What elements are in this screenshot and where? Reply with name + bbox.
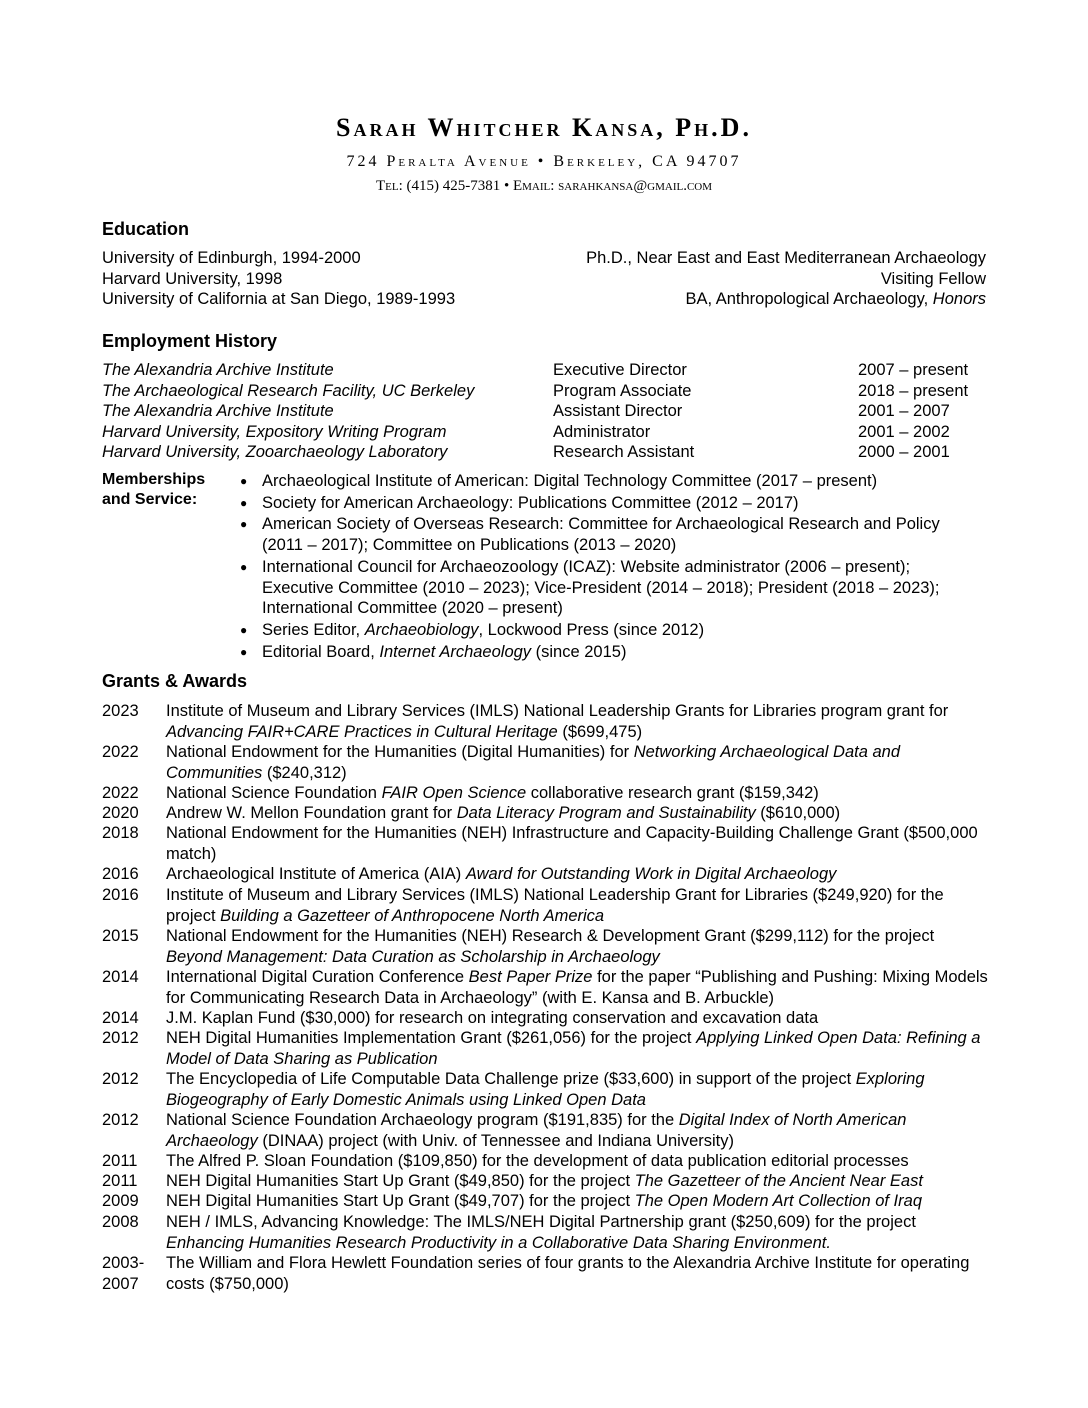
employment-row: [102, 442, 982, 463]
grant-item: [102, 742, 990, 783]
grant-year: 2020: [102, 804, 139, 822]
bullet-icon: ●: [240, 517, 248, 532]
bullet-icon: ●: [240, 622, 248, 637]
grant-year: 2022: [102, 784, 139, 802]
grant-year: 2014: [102, 968, 139, 986]
employment-org: The Alexandria Archive Institute: [102, 402, 334, 420]
education-school: Harvard University, 1998: [102, 269, 283, 288]
memberships-list: [238, 471, 978, 663]
grant-text: National Endowment for the Humanities (NEH) Research & Development Grant ($299,112) for the project Beyond Management: Data Curation as Scholarship in Archaeology: [166, 927, 935, 966]
grant-text: The Encyclopedia of Life Computable Data Challenge prize ($33,600) in support of the project Exploring Biogeography of Early Domestic Animals using Linked Open Data: [166, 1070, 925, 1109]
employment-dates: 2018 – present: [858, 381, 969, 400]
employment-heading: Employment History: [102, 331, 278, 351]
employment-org: The Archaeological Research Facility, UC Berkeley: [102, 381, 475, 400]
grant-text: Andrew W. Mellon Foundation grant for Data Literacy Program and Sustainability ($610,000): [166, 804, 841, 822]
bullet-icon: ●: [240, 495, 248, 510]
grant-text: J.M. Kaplan Fund ($30,000) for research on integrating conservation and excavation data: [166, 1009, 819, 1027]
grant-item: [102, 823, 990, 864]
grant-item: [102, 1212, 990, 1253]
education-degree: BA, Anthropological Archaeology, Honors: [685, 290, 986, 308]
grant-year: 2003- 2007: [102, 1254, 145, 1293]
grant-item: [102, 885, 990, 926]
grant-year: 2011: [102, 1152, 138, 1170]
grant-item: [102, 1171, 990, 1192]
education-school: University of Edinburgh, 1994-2000: [102, 249, 361, 267]
employment-dates: 2001 – 2007: [858, 402, 950, 420]
grant-text: National Science Foundation Archaeology program ($191,835) for the Digital Index of North American Archaeology (DINAA) project (with Univ. of Tennessee and Indiana University): [166, 1111, 907, 1150]
education-degree: Visiting Fellow: [880, 269, 986, 288]
bullet-icon: ●: [240, 474, 248, 488]
grant-item: [102, 1110, 990, 1151]
grant-text: NEH Digital Humanities Start Up Grant ($49,707) for the project The Open Modern Art Collection of Iraq: [166, 1192, 922, 1210]
cv-name: Sarah Whitcher Kansa, Ph.D.: [336, 113, 752, 142]
grant-item: [102, 1191, 990, 1212]
education-school: University of California at San Diego, 1989-1993: [102, 290, 456, 308]
membership-item: ● International Council for Archaeozoology (ICAZ): Website administrator (2006 – present); Executive Committee (2010 – 2023); Vice-President (2014 – 2018); President (2018 – 2023); International Committee (2020 – present): [240, 557, 940, 618]
grant-text: National Endowment for the Humanities (NEH) Infrastructure and Capacity-Building Challenge Grant ($500,000 match): [166, 824, 978, 863]
grant-text: Institute of Museum and Library Services (IMLS) National Leadership Grant for Libraries ($249,920) for the project Building a Gazetteer of Anthropocene North America: [166, 886, 944, 925]
grant-year: 2011: [102, 1172, 138, 1190]
grant-year: 2022: [102, 743, 139, 761]
grant-item: [102, 926, 990, 967]
grant-item: [102, 864, 990, 885]
grant-text: International Digital Curation Conference Best Paper Prize for the paper “Publishing and Pushing: Mixing Models for Communicating Research Data in Archaeology” (with E. Kansa and B. Arbuckle): [166, 968, 988, 1007]
grant-item: [102, 1069, 990, 1110]
grant-text: Institute of Museum and Library Services (IMLS) National Leadership Grants for Libraries program grant for Advancing FAIR+CARE Practices in Cultural Heritage ($699,475): [166, 702, 949, 741]
grant-year: 2008: [102, 1213, 139, 1231]
grant-text: Archaeological Institute of America (AIA) Award for Outstanding Work in Digital Archaeology: [166, 865, 837, 883]
employment-dates: 2000 – 2001: [858, 443, 950, 461]
grant-year: 2012: [102, 1070, 139, 1088]
membership-item: ● Archaeological Institute of American: Digital Technology Committee (2017 – present): [240, 472, 878, 490]
grant-item: [102, 967, 990, 1008]
membership-item: ● Society for American Archaeology: Publications Committee (2012 – 2017): [240, 493, 799, 512]
grant-year: 2012: [102, 1111, 139, 1129]
grant-item: [102, 701, 990, 742]
employment-row: [102, 401, 982, 422]
education-row: [102, 289, 986, 310]
grant-item: [102, 803, 990, 824]
grant-text: NEH / IMLS, Advancing Knowledge: The IMLS/NEH Digital Partnership grant ($250,609) for the project Enhancing Humanities Research Productivity in a Collaborative Data Sharing Environment.: [166, 1213, 916, 1252]
grant-item: [102, 1008, 990, 1029]
memberships-label: Memberships and Service:: [102, 471, 206, 508]
grant-item: [102, 1028, 990, 1069]
grant-year: 2015: [102, 927, 139, 945]
grant-text: NEH Digital Humanities Implementation Grant ($261,056) for the project Applying Linked Open Data: Refining a Model of Data Sharing as Publication: [166, 1029, 981, 1068]
employment-org: The Alexandria Archive Institute: [102, 361, 334, 379]
employment-dates: 2007 – present: [858, 361, 969, 379]
education-heading: Education: [102, 219, 190, 239]
grant-year: 2023: [102, 702, 139, 720]
education-degree: Ph.D., Near East and East Mediterranean Archaeology: [586, 249, 986, 267]
grant-text: National Science Foundation FAIR Open Science collaborative research grant ($159,342): [166, 784, 819, 802]
employment-row: [102, 360, 982, 381]
employment-title: Research Assistant: [553, 443, 695, 461]
education-row: [102, 248, 986, 269]
grant-year: 2012: [102, 1029, 139, 1047]
grant-text: National Endowment for the Humanities (Digital Humanities) for Networking Archaeological Data and Communities ($240,312): [166, 743, 900, 782]
grant-year: 2018: [102, 824, 139, 842]
grant-text: The William and Flora Hewlett Foundation series of four grants to the Alexandria Archive Institute for operating costs ($750,000): [166, 1254, 970, 1293]
membership-item: ● Editorial Board, Internet Archaeology (since 2015): [240, 642, 627, 661]
employment-title: Administrator: [553, 422, 651, 441]
grants-heading: Grants & Awards: [102, 671, 248, 691]
grant-year: 2014: [102, 1009, 139, 1027]
bullet-icon: ●: [240, 559, 248, 574]
bullet-icon: ●: [240, 644, 248, 659]
membership-item: ● Series Editor, Archaeobiology, Lockwood Press (since 2012): [240, 620, 705, 639]
education-row: [102, 269, 986, 290]
employment-org: Harvard University, Expository Writing Program: [102, 422, 447, 441]
employment-dates: 2001 – 2002: [858, 422, 950, 441]
cv-address: 724 Peralta Avenue • Berkeley, CA 94707: [346, 153, 742, 170]
grant-item: [102, 783, 990, 804]
employment-title: Program Associate: [553, 381, 692, 400]
employment-title: Assistant Director: [553, 402, 683, 420]
grant-item: [102, 1151, 990, 1172]
grant-text: The Alfred P. Sloan Foundation ($109,850) for the development of data publication editorial processes: [166, 1152, 909, 1170]
employment-row: [102, 422, 982, 443]
employment-title: Executive Director: [553, 361, 687, 379]
cv-contact: Tel: (415) 425-7381 • Email: sarahkansa@gmail.com: [375, 178, 713, 194]
grant-item: [102, 1253, 990, 1294]
grant-text: NEH Digital Humanities Start Up Grant ($49,850) for the project The Gazetteer of the Ancient Near East: [166, 1172, 923, 1190]
employment-row: [102, 381, 982, 402]
grant-year: 2016: [102, 865, 139, 883]
grant-year: 2009: [102, 1192, 139, 1210]
employment-org: Harvard University, Zooarchaeology Laboratory: [102, 443, 448, 461]
grant-year: 2016: [102, 886, 139, 904]
membership-item: ● American Society of Overseas Research: Committee for Archaeological Research and Policy (2011 – 2017); Committee on Publications (2013 – 2020): [240, 515, 940, 555]
